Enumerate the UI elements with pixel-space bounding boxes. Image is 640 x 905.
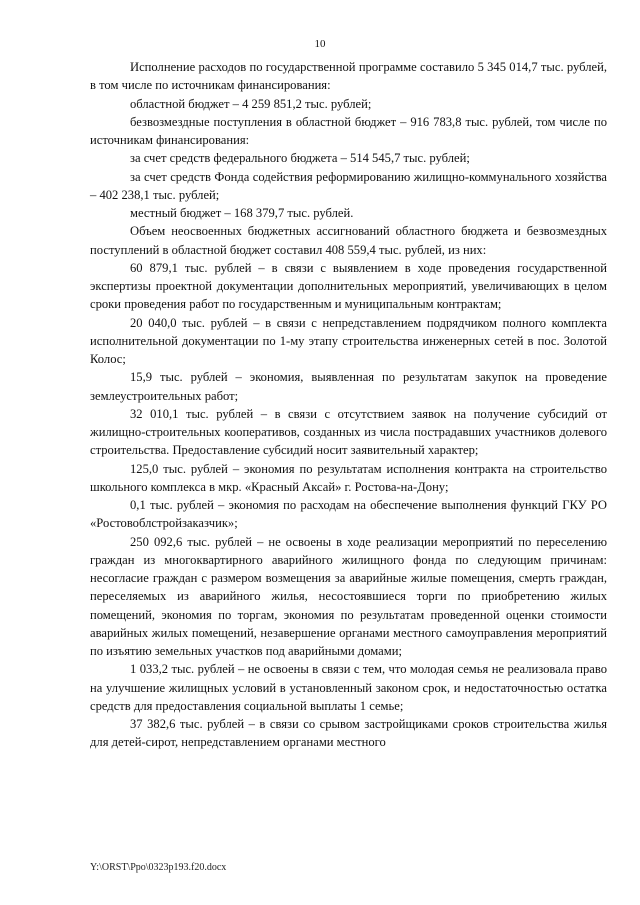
paragraph: безвозмездные поступления в областной бюджет – 916 783,8 тыс. рублей, том числе по источникам финансирования:	[90, 114, 607, 147]
footer-file-path: Y:\ORST\Ppo\0323p193.f20.docx	[90, 862, 227, 873]
paragraph: за счет средств федерального бюджета – 514 545,7 тыс. рублей;	[130, 151, 470, 166]
paragraph: 125,0 тыс. рублей – экономия по результатам исполнения контракта на строительство школьного комплекса в мкр. «Красный Аксай» г. Ростова-на-Дону;	[90, 461, 607, 494]
paragraph: Исполнение расходов по государственной программе составило 5 345 014,7 тыс. рублей, в том числе по источникам финансирования:	[90, 60, 607, 93]
paragraph: местный бюджет – 168 379,7 тыс. рублей.	[130, 206, 354, 220]
paragraph: за счет средств Фонда содействия реформированию жилищно-коммунального хозяйства – 402 238,1 тыс. рублей;	[90, 169, 607, 202]
page-number: 10	[314, 38, 326, 50]
paragraph: 1 033,2 тыс. рублей – не освоены в связи с тем, что молодая семья не реализовала право на улучшение жилищных условий в установленный законом срок, и недостаточностью остатка средств для предоставления социальной выплаты 1 семье;	[90, 662, 607, 713]
paragraph: 37 382,6 тыс. рублей – в связи со срывом застройщиками сроков строительства жилья для детей-сирот, непредставлением органами местного	[90, 717, 607, 750]
paragraph: 32 010,1 тыс. рублей – в связи с отсутствием заявок на получение субсидий от жилищно-строительных кооперативов, созданных из числа пострадавших участников долевого строительства. Предоставление субсидий носит заявительный характер;	[90, 406, 607, 458]
paragraph: 250 092,6 тыс. рублей – не освоены в ходе реализации мероприятий по переселению граждан из многоквартирного аварийного жилищного фонда по следующим причинам: несогласие граждан с размером возмещения за аварийные жилые помещения, смерть граждан, переселяемых из аварийного жилья, несостоявшиеся торги по приобретению жилых помещений, экономия по торгам, экономия по результатам проведенной оценки стоимости аварийных жилых помещений, незавершение органами местного самоуправления мероприятий по изъятию земельных участков под аварийными домами;	[90, 534, 607, 658]
document-body	[90, 58, 607, 752]
paragraph: Объем неосвоенных бюджетных ассигнований областного бюджета и безвозмездных поступлений в областной бюджет составил 408 559,4 тыс. рублей, из них:	[90, 224, 607, 257]
paragraph: областной бюджет – 4 259 851,2 тыс. рублей;	[130, 96, 372, 111]
paragraph: 60 879,1 тыс. рублей – в связи с выявлением в ходе проведения государственной экспертизы проектной документации дополнительных мероприятий, увеличивающих в целом сроки проведения работ по государственным и муниципальным контрактам;	[90, 260, 607, 312]
paragraph: 20 040,0 тыс. рублей – в связи с непредставлением подрядчиком полного комплекта исполнительной документации по 1-му этапу строительства инженерных сетей в пос. Золотой Колос;	[90, 315, 607, 366]
paragraph: 15,9 тыс. рублей – экономия, выявленная по результатам закупок на проведение землеустроительных работ;	[90, 370, 607, 403]
paragraph: 0,1 тыс. рублей – экономия по расходам на обеспечение выполнения функций ГКУ РО «Ростовоблстройзаказчик»;	[90, 498, 607, 531]
